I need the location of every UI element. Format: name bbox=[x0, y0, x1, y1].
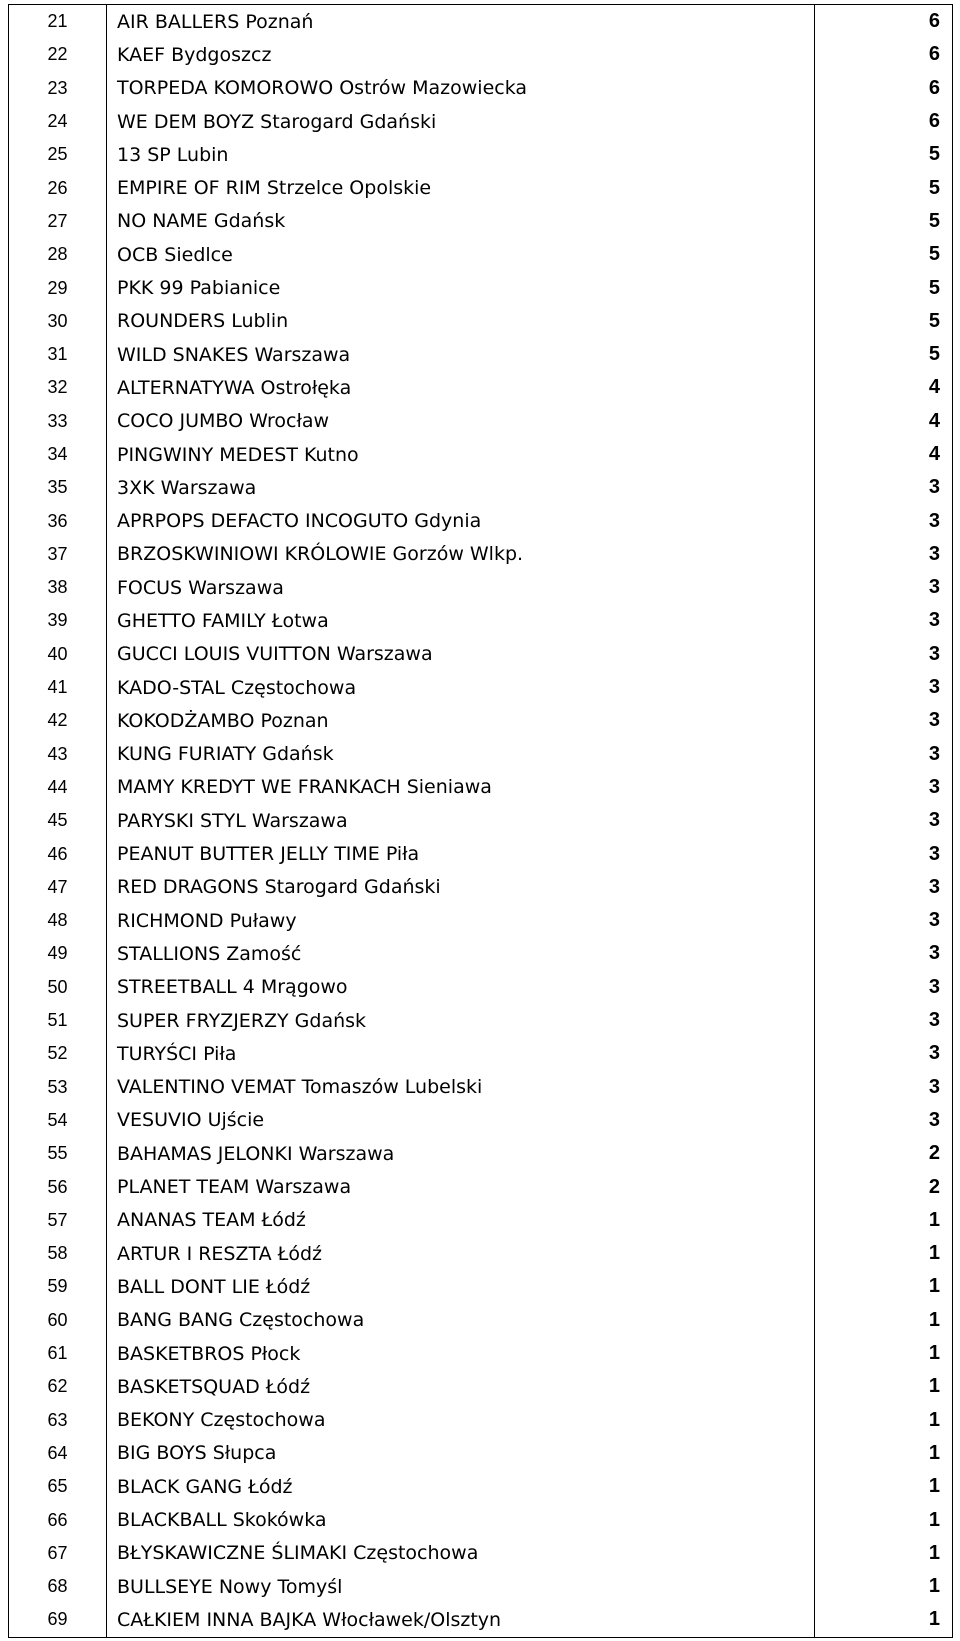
rank-cell: 30 bbox=[9, 305, 107, 338]
team-name-cell: KOKODŻAMBO Poznan bbox=[107, 704, 815, 737]
points-cell: 1 bbox=[815, 1570, 953, 1603]
points-cell: 1 bbox=[815, 1503, 953, 1536]
rank-cell: 62 bbox=[9, 1370, 107, 1403]
table-row bbox=[9, 105, 953, 138]
points-cell: 5 bbox=[815, 338, 953, 371]
rank-cell: 44 bbox=[9, 771, 107, 804]
points-cell: 4 bbox=[815, 371, 953, 404]
team-name-cell: BRZOSKWINIOWI KRÓLOWIE Gorzów Wlkp. bbox=[107, 538, 815, 571]
table-row bbox=[9, 504, 953, 537]
rank-cell: 35 bbox=[9, 471, 107, 504]
rank-cell: 27 bbox=[9, 205, 107, 238]
points-cell: 3 bbox=[815, 538, 953, 571]
team-name-cell: PARYSKI STYL Warszawa bbox=[107, 804, 815, 837]
team-name-cell: PLANET TEAM Warszawa bbox=[107, 1170, 815, 1203]
points-cell: 6 bbox=[815, 72, 953, 105]
rank-cell: 50 bbox=[9, 971, 107, 1004]
table-row bbox=[9, 704, 953, 737]
team-name-cell: PINGWINY MEDEST Kutno bbox=[107, 438, 815, 471]
team-name-cell: KAEF Bydgoszcz bbox=[107, 38, 815, 71]
rank-cell: 55 bbox=[9, 1137, 107, 1170]
team-name-cell: SUPER FRYZJERZY Gdańsk bbox=[107, 1004, 815, 1037]
team-name-cell: OCB Siedlce bbox=[107, 238, 815, 271]
table-row bbox=[9, 305, 953, 338]
rank-cell: 60 bbox=[9, 1304, 107, 1337]
points-cell: 1 bbox=[815, 1304, 953, 1337]
table-row bbox=[9, 205, 953, 238]
rank-cell: 22 bbox=[9, 38, 107, 71]
points-cell: 3 bbox=[815, 771, 953, 804]
table-row bbox=[9, 937, 953, 970]
table-row bbox=[9, 1537, 953, 1570]
table-row bbox=[9, 1104, 953, 1137]
table-row bbox=[9, 1470, 953, 1503]
table-row bbox=[9, 38, 953, 71]
rank-cell: 32 bbox=[9, 371, 107, 404]
table-row bbox=[9, 138, 953, 171]
rank-cell: 47 bbox=[9, 871, 107, 904]
points-cell: 3 bbox=[815, 871, 953, 904]
points-cell: 4 bbox=[815, 405, 953, 438]
table-row bbox=[9, 904, 953, 937]
table-row bbox=[9, 371, 953, 404]
team-name-cell: GHETTO FAMILY Łotwa bbox=[107, 604, 815, 637]
team-name-cell: ALTERNATYWA Ostrołęka bbox=[107, 371, 815, 404]
table-row bbox=[9, 1570, 953, 1603]
rank-cell: 24 bbox=[9, 105, 107, 138]
rank-cell: 66 bbox=[9, 1503, 107, 1536]
points-cell: 3 bbox=[815, 937, 953, 970]
team-name-cell: KUNG FURIATY Gdańsk bbox=[107, 738, 815, 771]
points-cell: 3 bbox=[815, 738, 953, 771]
points-cell: 3 bbox=[815, 804, 953, 837]
rank-cell: 63 bbox=[9, 1403, 107, 1436]
rank-cell: 31 bbox=[9, 338, 107, 371]
points-cell: 6 bbox=[815, 105, 953, 138]
points-cell: 1 bbox=[815, 1370, 953, 1403]
rank-cell: 46 bbox=[9, 837, 107, 870]
table-row bbox=[9, 1304, 953, 1337]
team-name-cell: RED DRAGONS Starogard Gdański bbox=[107, 871, 815, 904]
rank-cell: 38 bbox=[9, 571, 107, 604]
rank-cell: 45 bbox=[9, 804, 107, 837]
table-row bbox=[9, 171, 953, 204]
points-cell: 3 bbox=[815, 837, 953, 870]
team-name-cell: PKK 99 Pabianice bbox=[107, 271, 815, 304]
team-name-cell: STALLIONS Zamość bbox=[107, 937, 815, 970]
rank-cell: 25 bbox=[9, 138, 107, 171]
table-row bbox=[9, 5, 953, 39]
team-name-cell: RICHMOND Puławy bbox=[107, 904, 815, 937]
table-row bbox=[9, 1437, 953, 1470]
team-name-cell: BANG BANG Częstochowa bbox=[107, 1304, 815, 1337]
points-cell: 5 bbox=[815, 305, 953, 338]
table-row bbox=[9, 438, 953, 471]
table-row bbox=[9, 1004, 953, 1037]
team-name-cell: CAŁKIEM INNA BAJKA Włocławek/Olsztyn bbox=[107, 1603, 815, 1637]
points-cell: 2 bbox=[815, 1170, 953, 1203]
team-name-cell: STREETBALL 4 Mrągowo bbox=[107, 971, 815, 1004]
rank-cell: 59 bbox=[9, 1270, 107, 1303]
team-name-cell: EMPIRE OF RIM Strzelce Opolskie bbox=[107, 171, 815, 204]
team-name-cell: ARTUR I RESZTA Łódź bbox=[107, 1237, 815, 1270]
team-name-cell: BIG BOYS Słupca bbox=[107, 1437, 815, 1470]
rank-cell: 67 bbox=[9, 1537, 107, 1570]
table-row bbox=[9, 338, 953, 371]
team-name-cell: PEANUT BUTTER JELLY TIME Piła bbox=[107, 837, 815, 870]
rank-cell: 33 bbox=[9, 405, 107, 438]
ranking-table bbox=[8, 4, 953, 1638]
table-row bbox=[9, 1270, 953, 1303]
team-name-cell: TURYŚCI Piła bbox=[107, 1037, 815, 1070]
rank-cell: 51 bbox=[9, 1004, 107, 1037]
points-cell: 3 bbox=[815, 1104, 953, 1137]
table-row bbox=[9, 1503, 953, 1536]
points-cell: 3 bbox=[815, 604, 953, 637]
rank-cell: 61 bbox=[9, 1337, 107, 1370]
points-cell: 1 bbox=[815, 1403, 953, 1436]
rank-cell: 29 bbox=[9, 271, 107, 304]
rank-cell: 43 bbox=[9, 738, 107, 771]
table-row bbox=[9, 604, 953, 637]
table-row bbox=[9, 1237, 953, 1270]
points-cell: 3 bbox=[815, 704, 953, 737]
team-name-cell: BASKETBROS Płock bbox=[107, 1337, 815, 1370]
team-name-cell: KADO-STAL Częstochowa bbox=[107, 671, 815, 704]
table-row bbox=[9, 804, 953, 837]
table-row bbox=[9, 72, 953, 105]
rank-cell: 26 bbox=[9, 171, 107, 204]
rank-cell: 42 bbox=[9, 704, 107, 737]
points-cell: 3 bbox=[815, 504, 953, 537]
team-name-cell: GUCCI LOUIS VUITTON Warszawa bbox=[107, 638, 815, 671]
rank-cell: 54 bbox=[9, 1104, 107, 1137]
table-row bbox=[9, 1037, 953, 1070]
points-cell: 5 bbox=[815, 205, 953, 238]
points-cell: 6 bbox=[815, 5, 953, 39]
rank-cell: 57 bbox=[9, 1204, 107, 1237]
table-row bbox=[9, 238, 953, 271]
points-cell: 1 bbox=[815, 1337, 953, 1370]
rank-cell: 21 bbox=[9, 5, 107, 39]
team-name-cell: COCO JUMBO Wrocław bbox=[107, 405, 815, 438]
table-row bbox=[9, 271, 953, 304]
rank-cell: 23 bbox=[9, 72, 107, 105]
rank-cell: 36 bbox=[9, 504, 107, 537]
rank-cell: 52 bbox=[9, 1037, 107, 1070]
team-name-cell: BULLSEYE Nowy Tomyśl bbox=[107, 1570, 815, 1603]
team-name-cell: BŁYSKAWICZNE ŚLIMAKI Częstochowa bbox=[107, 1537, 815, 1570]
team-name-cell: BLACKBALL Skokówka bbox=[107, 1503, 815, 1536]
rank-cell: 56 bbox=[9, 1170, 107, 1203]
table-row bbox=[9, 1137, 953, 1170]
points-cell: 5 bbox=[815, 138, 953, 171]
team-name-cell: ANANAS TEAM Łódź bbox=[107, 1204, 815, 1237]
table-row bbox=[9, 571, 953, 604]
points-cell: 3 bbox=[815, 571, 953, 604]
points-cell: 3 bbox=[815, 904, 953, 937]
points-cell: 1 bbox=[815, 1270, 953, 1303]
rank-cell: 53 bbox=[9, 1071, 107, 1104]
team-name-cell: BALL DONT LIE Łódź bbox=[107, 1270, 815, 1303]
table-row bbox=[9, 738, 953, 771]
rank-cell: 64 bbox=[9, 1437, 107, 1470]
team-name-cell: VALENTINO VEMAT Tomaszów Lubelski bbox=[107, 1071, 815, 1104]
points-cell: 3 bbox=[815, 1004, 953, 1037]
table-row bbox=[9, 471, 953, 504]
points-cell: 3 bbox=[815, 638, 953, 671]
table-row bbox=[9, 1071, 953, 1104]
team-name-cell: WILD SNAKES Warszawa bbox=[107, 338, 815, 371]
points-cell: 1 bbox=[815, 1204, 953, 1237]
points-cell: 1 bbox=[815, 1437, 953, 1470]
rank-cell: 69 bbox=[9, 1603, 107, 1637]
points-cell: 5 bbox=[815, 171, 953, 204]
team-name-cell: ROUNDERS Lublin bbox=[107, 305, 815, 338]
points-cell: 4 bbox=[815, 438, 953, 471]
points-cell: 1 bbox=[815, 1603, 953, 1637]
rank-cell: 34 bbox=[9, 438, 107, 471]
rank-cell: 58 bbox=[9, 1237, 107, 1270]
rank-cell: 49 bbox=[9, 937, 107, 970]
ranking-table-body bbox=[9, 5, 953, 1638]
table-row bbox=[9, 538, 953, 571]
table-row bbox=[9, 1603, 953, 1637]
points-cell: 1 bbox=[815, 1537, 953, 1570]
table-row bbox=[9, 837, 953, 870]
table-row bbox=[9, 671, 953, 704]
team-name-cell: NO NAME Gdańsk bbox=[107, 205, 815, 238]
table-row bbox=[9, 771, 953, 804]
rank-cell: 41 bbox=[9, 671, 107, 704]
table-row bbox=[9, 1370, 953, 1403]
table-row bbox=[9, 1337, 953, 1370]
points-cell: 2 bbox=[815, 1137, 953, 1170]
team-name-cell: BAHAMAS JELONKI Warszawa bbox=[107, 1137, 815, 1170]
team-name-cell: VESUVIO Ujście bbox=[107, 1104, 815, 1137]
points-cell: 3 bbox=[815, 471, 953, 504]
rank-cell: 40 bbox=[9, 638, 107, 671]
rank-cell: 68 bbox=[9, 1570, 107, 1603]
rank-cell: 48 bbox=[9, 904, 107, 937]
table-row bbox=[9, 871, 953, 904]
team-name-cell: APRPOPS DEFACTO INCOGUTO Gdynia bbox=[107, 504, 815, 537]
points-cell: 6 bbox=[815, 38, 953, 71]
table-row bbox=[9, 971, 953, 1004]
table-row bbox=[9, 1204, 953, 1237]
team-name-cell: FOCUS Warszawa bbox=[107, 571, 815, 604]
team-name-cell: BEKONY Częstochowa bbox=[107, 1403, 815, 1436]
rank-cell: 28 bbox=[9, 238, 107, 271]
team-name-cell: 3XK Warszawa bbox=[107, 471, 815, 504]
points-cell: 3 bbox=[815, 1071, 953, 1104]
points-cell: 3 bbox=[815, 1037, 953, 1070]
table-row bbox=[9, 405, 953, 438]
table-row bbox=[9, 1170, 953, 1203]
points-cell: 5 bbox=[815, 271, 953, 304]
points-cell: 1 bbox=[815, 1470, 953, 1503]
team-name-cell: 13 SP Lubin bbox=[107, 138, 815, 171]
team-name-cell: WE DEM BOYZ Starogard Gdański bbox=[107, 105, 815, 138]
team-name-cell: AIR BALLERS Poznań bbox=[107, 5, 815, 39]
team-name-cell: BASKETSQUAD Łódź bbox=[107, 1370, 815, 1403]
team-name-cell: BLACK GANG Łódź bbox=[107, 1470, 815, 1503]
team-name-cell: TORPEDA KOMOROWO Ostrów Mazowiecka bbox=[107, 72, 815, 105]
rank-cell: 37 bbox=[9, 538, 107, 571]
points-cell: 1 bbox=[815, 1237, 953, 1270]
rank-cell: 39 bbox=[9, 604, 107, 637]
points-cell: 5 bbox=[815, 238, 953, 271]
points-cell: 3 bbox=[815, 671, 953, 704]
team-name-cell: MAMY KREDYT WE FRANKACH Sieniawa bbox=[107, 771, 815, 804]
table-row bbox=[9, 1403, 953, 1436]
points-cell: 3 bbox=[815, 971, 953, 1004]
rank-cell: 65 bbox=[9, 1470, 107, 1503]
table-row bbox=[9, 638, 953, 671]
